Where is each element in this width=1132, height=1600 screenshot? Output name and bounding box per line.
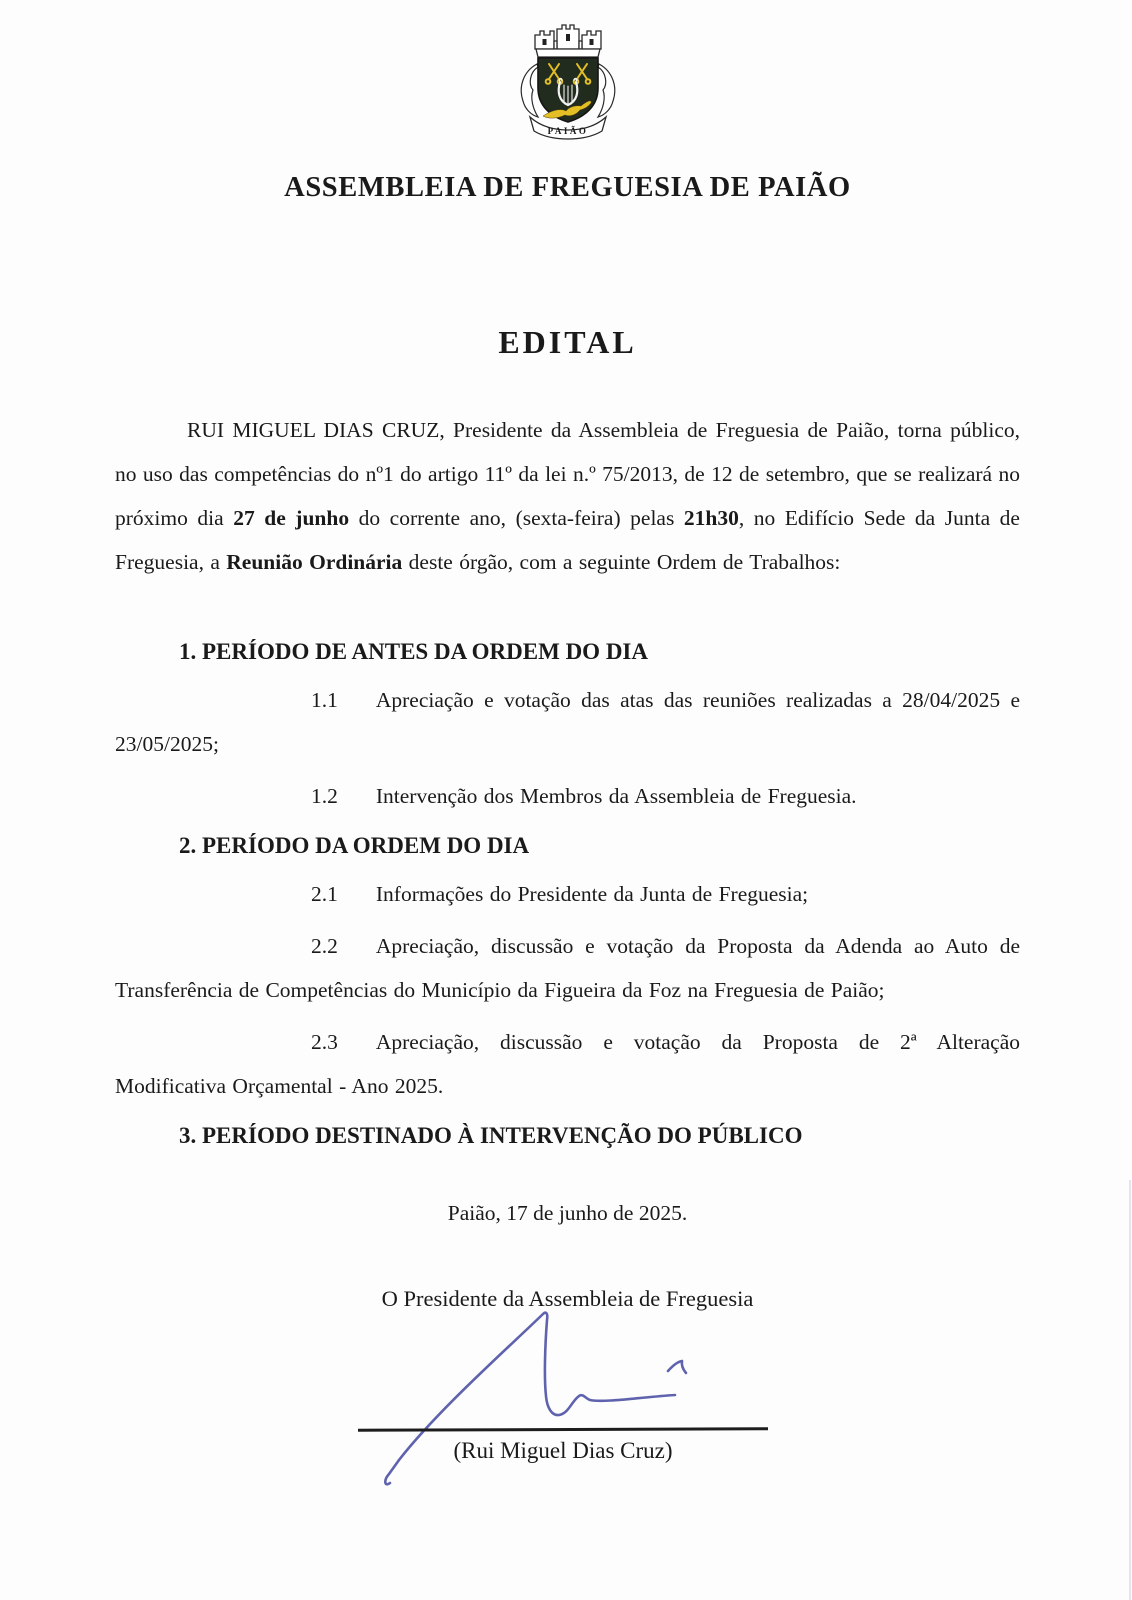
section-title: PERÍODO DA ORDEM DO DIA	[202, 833, 530, 858]
item-text: Intervenção dos Membros da Assembleia de Freguesia.	[375, 784, 857, 808]
item-number: 1.1	[311, 688, 338, 712]
signer-title: O Presidente da Assembleia de Freguesia	[381, 1286, 754, 1311]
meeting-time: 21h30	[683, 506, 739, 530]
section-heading-1	[179, 634, 1020, 670]
crest-banner-text: PAIÃO	[547, 126, 588, 136]
intro-text: do corrente ano, (sexta-feira) pelas	[349, 506, 684, 530]
section-heading-2	[179, 828, 1020, 864]
agenda-item-1-2	[115, 774, 1020, 818]
org-title: ASSEMBLEIA DE FREGUESIA DE PAIÃO	[284, 172, 851, 203]
intro-text: deste órgão, com a seguinte Ordem de Trabalhos:	[402, 550, 841, 574]
item-text: Informações do Presidente da Junta de Freguesia;	[375, 882, 809, 906]
agenda-item-2-1	[115, 872, 1020, 916]
signer-name: (Rui Miguel Dias Cruz)	[453, 1438, 673, 1463]
item-number: 2.3	[311, 1030, 338, 1054]
section-title: PERÍODO DE ANTES DA ORDEM DO DIA	[202, 639, 648, 664]
place-date-line: Paião, 17 de junho de 2025.	[447, 1201, 688, 1225]
intro-paragraph	[115, 408, 1020, 584]
section-number: 1.	[179, 639, 197, 664]
meeting-type: Reunião Ordinária	[226, 550, 403, 574]
agenda-item-2-2	[115, 924, 1020, 1012]
item-number: 2.2	[311, 934, 338, 958]
doc-type-heading: EDITAL	[498, 324, 637, 360]
agenda-item-1-1	[115, 678, 1020, 766]
coat-of-arms-graphic	[507, 22, 629, 140]
section-number: 3.	[179, 1123, 197, 1148]
item-text: Apreciação e votação das atas das reuniões realizadas a 28/04/2025 e 23/05/2025;	[115, 688, 1020, 756]
item-number: 2.1	[311, 882, 338, 906]
section-number: 2.	[179, 833, 197, 858]
item-number: 1.2	[311, 784, 338, 808]
coat-of-arms	[115, 22, 1020, 140]
meeting-date: 27 de junho	[233, 506, 350, 530]
item-text: Apreciação, discussão e votação da Proposta da Adenda ao Auto de Transferência de Competências do Município da Figueira da Foz na Freguesia de Paião;	[115, 934, 1020, 1002]
section-title: PERÍODO DESTINADO À INTERVENÇÃO DO PÚBLICO	[202, 1123, 803, 1148]
intro-text: RUI MIGUEL DIAS CRUZ, Presidente da Assembleia de Freguesia de Paião, torna público, no uso das competências do nº1 do artigo 11º da lei n.º 75/2013, de 12 de setembro, que se realizará no próximo dia	[115, 418, 1020, 530]
agenda-item-2-3	[115, 1020, 1020, 1108]
section-heading-3	[179, 1118, 1020, 1154]
scan-edge-artifact	[1129, 1180, 1131, 1600]
item-text: Apreciação, discussão e votação da Proposta de 2ª Alteração Modificativa Orçamental - Ano 2025.	[115, 1030, 1020, 1098]
intro-text: , no Edifício Sede da Junta de Freguesia, a	[115, 506, 1020, 574]
signature-block	[115, 1282, 1020, 1512]
